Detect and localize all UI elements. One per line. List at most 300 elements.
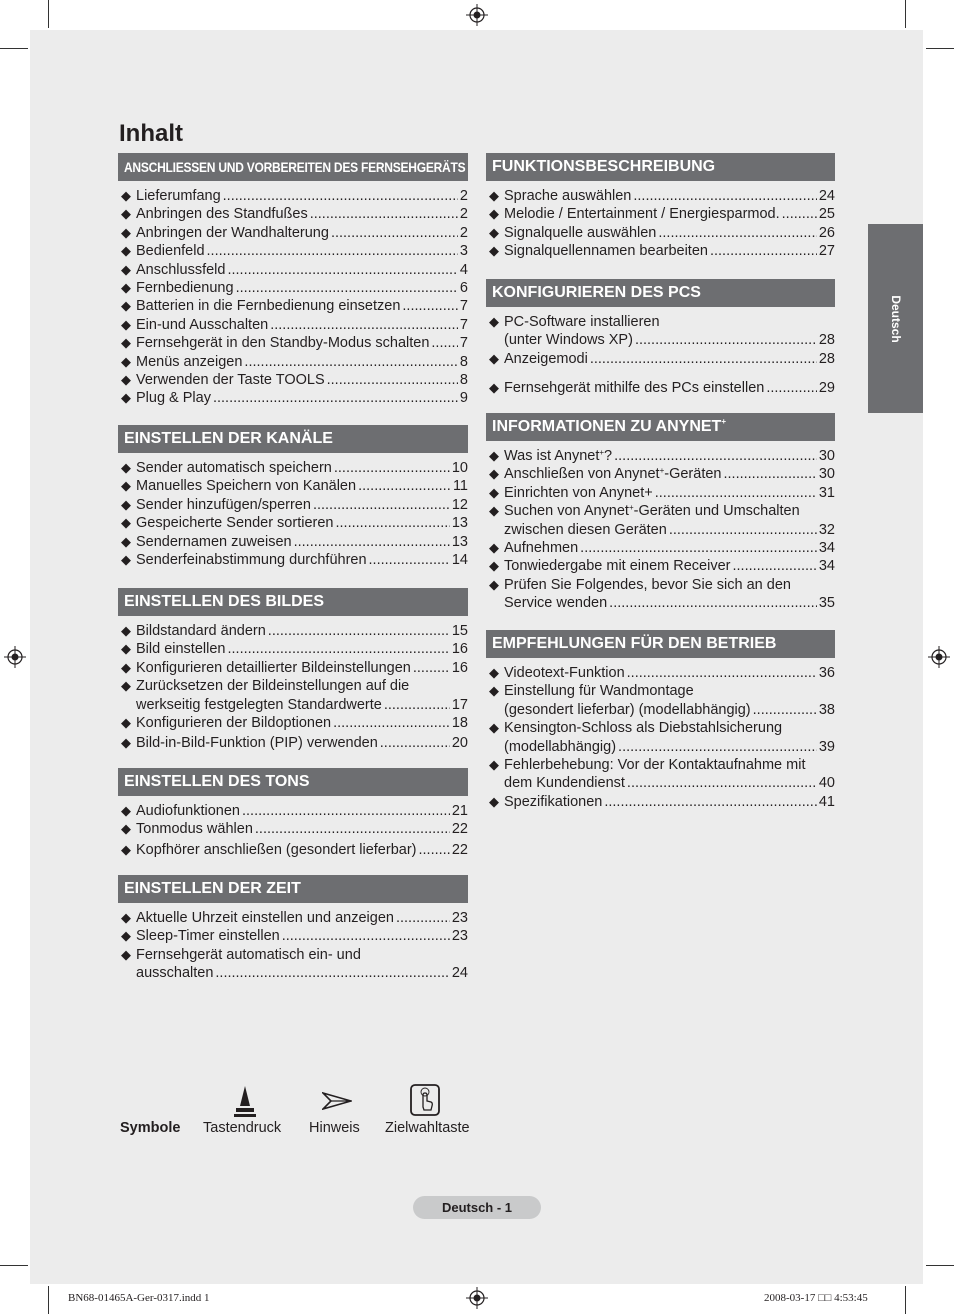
toc-entry-page: 13 bbox=[451, 533, 468, 550]
leader-dots bbox=[358, 477, 451, 495]
toc-entry-page: 8 bbox=[459, 353, 468, 370]
toc-entry[interactable] bbox=[118, 187, 468, 205]
toc-entry-text: Konfigurieren der Bildoptionen bbox=[136, 715, 332, 732]
leader-dots bbox=[669, 521, 817, 539]
toc-entry-label bbox=[136, 297, 400, 315]
toc-entry-label bbox=[136, 551, 367, 569]
leader-dots bbox=[418, 841, 449, 859]
toc-entry-line bbox=[136, 279, 468, 297]
bullet-diamond-icon: ◆ bbox=[121, 353, 131, 369]
crop-mark bbox=[0, 1265, 28, 1266]
bullet-diamond-icon: ◆ bbox=[121, 910, 131, 925]
leader-dots bbox=[413, 659, 450, 677]
toc-entry-text-after: -Geräten bbox=[664, 466, 722, 483]
toc-entry[interactable] bbox=[486, 576, 835, 613]
toc-entry-text: Einrichten von Anynet+ bbox=[504, 484, 653, 501]
toc-entry-line bbox=[136, 946, 468, 964]
toc-entry[interactable] bbox=[118, 279, 468, 297]
crop-mark bbox=[0, 48, 28, 49]
toc-entry[interactable] bbox=[118, 927, 468, 945]
toc-entry-line bbox=[504, 224, 835, 242]
toc-entry-label bbox=[504, 719, 782, 737]
toc-entry-line bbox=[136, 659, 468, 677]
leader-dots bbox=[732, 557, 816, 575]
toc-entry[interactable] bbox=[486, 682, 835, 719]
toc-section bbox=[118, 768, 468, 859]
toc-entry-line bbox=[504, 756, 835, 774]
toc-entry-line bbox=[136, 297, 468, 315]
toc-entry[interactable] bbox=[118, 389, 468, 407]
leader-dots bbox=[723, 465, 816, 483]
toc-entry-text-after: -Geräten und Umschalten bbox=[633, 503, 800, 520]
toc-entry[interactable] bbox=[486, 205, 835, 223]
crop-mark bbox=[48, 1286, 49, 1314]
leader-dots bbox=[766, 379, 817, 397]
leader-dots bbox=[590, 350, 817, 368]
leader-dots bbox=[268, 622, 450, 640]
toc-entry[interactable] bbox=[118, 640, 468, 658]
toc-entry-line bbox=[504, 484, 835, 502]
toc-entry-label-continued: ausschalten bbox=[136, 965, 214, 982]
bullet-diamond-icon: ◆ bbox=[489, 558, 499, 574]
leader-dots bbox=[236, 279, 458, 297]
toc-entry[interactable] bbox=[486, 187, 835, 205]
toc-entry[interactable] bbox=[118, 677, 468, 714]
leader-dots bbox=[242, 802, 450, 820]
toc-entry-text: Bedienfeld bbox=[136, 243, 205, 260]
leader-dots bbox=[604, 793, 817, 811]
toc-entry-page: 30 bbox=[818, 466, 835, 483]
bullet-diamond-icon: ◆ bbox=[489, 757, 499, 773]
toc-entry-sup: + bbox=[599, 448, 605, 457]
toc-entry-page: 3 bbox=[459, 243, 468, 260]
leader-dots bbox=[270, 316, 458, 334]
toc-entry-label bbox=[136, 371, 325, 389]
toc-entry[interactable] bbox=[486, 539, 835, 557]
toc-entry-page: 38 bbox=[818, 701, 835, 718]
toc-entry-text: Kensington-Schloss als Diebstahlsicherung bbox=[504, 720, 783, 737]
toc-entry-label bbox=[136, 459, 332, 477]
toc-entry-line bbox=[504, 557, 835, 575]
toc-entry-text: Batterien in die Fernbedienung einsetzen bbox=[136, 298, 401, 315]
toc-entry[interactable] bbox=[486, 719, 835, 756]
toc-entry-text: Fehlerbehebung: Vor der Kontaktaufnahme mit bbox=[504, 757, 806, 774]
toc-entry-line bbox=[136, 187, 468, 205]
leader-dots bbox=[331, 224, 458, 242]
leader-dots bbox=[658, 224, 816, 242]
section-heading: EINSTELLEN DER ZEIT bbox=[118, 875, 468, 903]
toc-entry[interactable] bbox=[118, 659, 468, 677]
toc-entry-label bbox=[136, 224, 329, 242]
toc-entry[interactable] bbox=[486, 350, 835, 368]
symbols-legend bbox=[120, 1080, 520, 1140]
bullet-diamond-icon: ◆ bbox=[489, 576, 499, 592]
toc-entry[interactable] bbox=[118, 316, 468, 334]
toc-entry[interactable] bbox=[118, 802, 468, 820]
crop-mark bbox=[48, 0, 49, 28]
toc-entry-line bbox=[136, 802, 468, 820]
toc-entry[interactable] bbox=[118, 353, 468, 371]
bullet-diamond-icon: ◆ bbox=[121, 243, 131, 259]
toc-entry-text: Videotext-Funktion bbox=[504, 665, 625, 681]
bullet-diamond-icon: ◆ bbox=[121, 659, 131, 675]
bullet-diamond-icon: ◆ bbox=[121, 261, 131, 277]
toc-entry-line bbox=[136, 841, 468, 859]
toc-entry-label bbox=[136, 820, 253, 838]
bullet-diamond-icon: ◆ bbox=[121, 928, 131, 944]
leader-dots bbox=[402, 297, 458, 315]
toc-section bbox=[118, 153, 468, 408]
toc-items bbox=[486, 187, 835, 261]
toc-entry-label bbox=[504, 224, 656, 242]
leader-dots bbox=[627, 664, 817, 682]
bullet-diamond-icon: ◆ bbox=[489, 314, 499, 329]
toc-entry-page: 26 bbox=[818, 224, 835, 241]
toc-entry-label bbox=[136, 533, 292, 551]
toc-entry-text: Signalquellennamen bearbeiten bbox=[504, 243, 708, 260]
toc-entry-label-continued: werkseitig festgelegten Standardwerte bbox=[136, 696, 382, 713]
toc-entry-line bbox=[504, 701, 835, 719]
toc-entry-sup: + bbox=[659, 466, 665, 476]
leader-dots bbox=[227, 640, 449, 658]
toc-entry-text: Aktuelle Uhrzeit einstellen und anzeigen bbox=[136, 910, 394, 926]
toc-entry-text: Sleep-Timer einstellen bbox=[136, 928, 280, 945]
toc-items bbox=[486, 313, 835, 398]
toc-entry[interactable] bbox=[118, 459, 468, 477]
toc-entry[interactable] bbox=[118, 514, 468, 532]
toc-entry[interactable] bbox=[486, 793, 835, 811]
toc-entry[interactable] bbox=[486, 502, 835, 539]
toc-entry[interactable] bbox=[118, 622, 468, 640]
section-heading: EINSTELLEN DES BILDES bbox=[118, 588, 468, 616]
toc-entry-page: 7 bbox=[459, 335, 468, 352]
bullet-diamond-icon: ◆ bbox=[121, 841, 131, 857]
bullet-diamond-icon: ◆ bbox=[121, 803, 131, 818]
toc-entry-line bbox=[136, 909, 468, 927]
toc-entry[interactable] bbox=[118, 371, 468, 389]
toc-entry-line bbox=[504, 539, 835, 557]
symbol-press-label: Tastendruck bbox=[203, 1120, 282, 1136]
toc-entry[interactable] bbox=[118, 334, 468, 352]
toc-items bbox=[118, 187, 468, 408]
bullet-diamond-icon: ◆ bbox=[121, 623, 131, 638]
leader-dots bbox=[614, 447, 817, 465]
toc-entry[interactable] bbox=[118, 533, 468, 551]
leader-dots bbox=[384, 696, 450, 714]
toc-entry-text: Fernbedienung bbox=[136, 280, 234, 297]
bullet-diamond-icon: ◆ bbox=[121, 188, 131, 203]
toc-entry-page: 34 bbox=[818, 558, 835, 575]
registration-mark-icon bbox=[466, 1287, 488, 1309]
toc-entry-label bbox=[504, 447, 612, 465]
section-heading: EMPFEHLUNGEN FÜR DEN BETRIEB bbox=[486, 630, 835, 658]
toc-entry-page: 36 bbox=[818, 665, 835, 681]
toc-entry-page: 2 bbox=[459, 224, 468, 241]
toc-entry[interactable] bbox=[118, 734, 468, 752]
note-arrow-icon bbox=[322, 1092, 352, 1110]
toc-entry-text: Fernsehgerät in den Standby-Modus schalten bbox=[136, 335, 430, 352]
toc-entry-page: 27 bbox=[818, 243, 835, 260]
bullet-diamond-icon: ◆ bbox=[121, 715, 131, 731]
toc-entry[interactable] bbox=[118, 714, 468, 732]
toc-entry-line bbox=[504, 242, 835, 260]
toc-entry-label bbox=[136, 946, 361, 964]
toc-entry-page: 11 bbox=[452, 478, 468, 495]
toc-entry-page: 4 bbox=[459, 261, 468, 278]
bullet-diamond-icon: ◆ bbox=[489, 206, 499, 222]
toc-entry-label bbox=[504, 350, 588, 368]
leader-dots bbox=[334, 459, 450, 477]
toc-entry-page: 7 bbox=[459, 298, 468, 315]
toc-entry-label bbox=[504, 539, 578, 557]
toc-entry-line bbox=[136, 334, 468, 352]
toc-entry[interactable] bbox=[118, 946, 468, 983]
toc-entry-line bbox=[504, 793, 835, 811]
toc-entry[interactable] bbox=[486, 447, 835, 465]
toc-entry-line bbox=[136, 389, 468, 407]
toc-entry-line bbox=[136, 496, 468, 514]
toc-entry[interactable] bbox=[118, 841, 468, 859]
toc-entry-text: Was ist Anynet bbox=[504, 448, 600, 464]
toc-entry-page: 2 bbox=[459, 206, 468, 223]
toc-entry-text: Audiofunktionen bbox=[136, 803, 240, 819]
toc-entry-label bbox=[136, 279, 234, 297]
toc-entry-text: Signalquelle auswählen bbox=[504, 224, 657, 241]
toc-entry[interactable] bbox=[486, 756, 835, 793]
toc-entry-label bbox=[504, 187, 631, 205]
section-heading: EINSTELLEN DES TONS bbox=[118, 768, 468, 796]
toc-entry-label bbox=[504, 313, 660, 331]
toc-entry-page: 7 bbox=[459, 316, 468, 333]
toc-entry-label-continued: (unter Windows XP) bbox=[504, 332, 633, 349]
toc-entry-label bbox=[504, 242, 708, 260]
crop-mark bbox=[905, 0, 906, 28]
toc-entry[interactable] bbox=[118, 496, 468, 514]
toc-entry-label-continued: (gesondert lieferbar) (modellabhängig) bbox=[504, 701, 751, 718]
toc-entry-line bbox=[504, 682, 835, 700]
toc-entry-line bbox=[136, 514, 468, 532]
toc-entry-page: 16 bbox=[451, 659, 468, 676]
section-heading: FUNKTIONSBESCHREIBUNG bbox=[486, 153, 835, 181]
toc-entry-sup: + bbox=[628, 503, 634, 513]
toc-entry[interactable] bbox=[486, 242, 835, 260]
bullet-diamond-icon: ◆ bbox=[121, 280, 131, 296]
toc-entry[interactable] bbox=[118, 820, 468, 838]
toc-entry-page: 28 bbox=[818, 350, 835, 367]
toc-entry-line bbox=[136, 205, 468, 223]
leader-dots bbox=[310, 205, 458, 223]
toc-entry-label bbox=[136, 622, 266, 640]
toc-entry-label-continued: zwischen diesen Geräten bbox=[504, 521, 667, 538]
toc-entry-label bbox=[136, 514, 333, 532]
page-title: Inhalt bbox=[119, 120, 183, 147]
toc-entry-label bbox=[136, 205, 308, 223]
bullet-diamond-icon: ◆ bbox=[121, 678, 131, 694]
toc-entry-text: Manuelles Speichern von Kanälen bbox=[136, 478, 357, 495]
bullet-diamond-icon: ◆ bbox=[489, 224, 499, 240]
bullet-diamond-icon: ◆ bbox=[489, 720, 499, 736]
toc-entry-text: Suchen von Anynet bbox=[504, 503, 629, 520]
bullet-diamond-icon: ◆ bbox=[121, 316, 131, 332]
toc-entry-text: Fernsehgerät automatisch ein- und bbox=[136, 946, 361, 963]
toc-entry[interactable] bbox=[486, 465, 835, 483]
bullet-diamond-icon: ◆ bbox=[489, 503, 499, 519]
toc-entry-text: Spezifikationen bbox=[504, 793, 603, 810]
toc-entry-line bbox=[136, 714, 468, 732]
bullet-diamond-icon: ◆ bbox=[121, 735, 131, 751]
toc-entry[interactable] bbox=[118, 477, 468, 495]
toc-entry-text: Tonwiedergabe mit einem Receiver bbox=[504, 558, 731, 575]
toc-entry-text: Plug & Play bbox=[136, 390, 211, 407]
toc-entry[interactable] bbox=[118, 909, 468, 927]
toc-entry-page: 29 bbox=[818, 380, 835, 397]
toc-entry[interactable] bbox=[118, 261, 468, 279]
bullet-diamond-icon: ◆ bbox=[489, 484, 499, 500]
symbols-heading: Symbole bbox=[120, 1120, 181, 1136]
leader-dots bbox=[223, 187, 458, 205]
bullet-diamond-icon: ◆ bbox=[489, 793, 499, 809]
leader-dots bbox=[213, 389, 458, 407]
leader-dots bbox=[207, 242, 458, 260]
leader-dots bbox=[431, 334, 458, 352]
toc-entry-label bbox=[136, 316, 268, 334]
crop-mark bbox=[926, 48, 954, 49]
crop-mark bbox=[926, 1265, 954, 1266]
bullet-diamond-icon: ◆ bbox=[121, 515, 131, 531]
toc-entry-text: Anschließen von Anynet bbox=[504, 466, 660, 483]
toc-entry-line bbox=[136, 316, 468, 334]
leader-dots bbox=[396, 909, 450, 927]
leader-dots bbox=[633, 187, 816, 205]
toc-entry-page: 6 bbox=[459, 280, 468, 297]
toc-entry-label bbox=[136, 477, 356, 495]
toc-entry-line bbox=[136, 477, 468, 495]
toc-entry-line bbox=[136, 242, 468, 260]
toc-entry-page: 2 bbox=[459, 188, 468, 204]
section-heading bbox=[486, 413, 835, 441]
bullet-diamond-icon: ◆ bbox=[121, 533, 131, 549]
section-heading: EINSTELLEN DER KANÄLE bbox=[118, 425, 468, 453]
toc-entry-label-continued: Service wenden bbox=[504, 595, 608, 612]
toc-entry[interactable] bbox=[486, 224, 835, 242]
toc-entry-text: Kopfhörer anschließen (gesondert lieferbar) bbox=[136, 841, 417, 858]
section-heading bbox=[118, 153, 468, 181]
leader-dots bbox=[627, 774, 817, 792]
bullet-diamond-icon: ◆ bbox=[489, 188, 499, 203]
toc-entry-label bbox=[136, 677, 409, 695]
toc-entry-line bbox=[136, 353, 468, 371]
toc-entry-page: 23 bbox=[451, 910, 468, 926]
toc-entry-line bbox=[504, 447, 835, 465]
toc-entry-line bbox=[504, 350, 835, 368]
toc-entry-line bbox=[136, 734, 468, 752]
toc-entry[interactable] bbox=[486, 379, 835, 397]
language-side-tab bbox=[868, 224, 923, 413]
toc-entry-text: Fernsehgerät mithilfe des PCs einstellen bbox=[504, 380, 765, 397]
toc-entry-label bbox=[504, 756, 805, 774]
toc-entry-text: Bild-in-Bild-Funktion (PIP) verwenden bbox=[136, 735, 378, 752]
toc-entry-line bbox=[504, 576, 835, 594]
bullet-diamond-icon: ◆ bbox=[121, 372, 131, 388]
toc-entry-label bbox=[136, 261, 225, 279]
toc-items bbox=[118, 802, 468, 859]
toc-entry-text: Sender hinzufügen/sperren bbox=[136, 496, 311, 513]
bullet-diamond-icon: ◆ bbox=[121, 478, 131, 494]
toc-entry-label bbox=[136, 353, 242, 371]
toc-entry-page: 20 bbox=[451, 735, 468, 752]
toc-entry-label bbox=[504, 682, 694, 700]
toc-entry-label bbox=[504, 664, 625, 682]
toc-entry-label bbox=[504, 205, 780, 223]
toc-section bbox=[486, 279, 835, 398]
toc-entry[interactable] bbox=[118, 297, 468, 315]
page-number-footer: Deutsch - 1 bbox=[413, 1196, 541, 1219]
toc-entry[interactable] bbox=[118, 551, 468, 569]
toc-entry-line bbox=[504, 313, 835, 331]
toc-entry-line bbox=[504, 205, 835, 223]
toc-entry-label-continued: (modellabhängig) bbox=[504, 738, 617, 755]
toc-entry[interactable] bbox=[486, 557, 835, 575]
file-slug: BN68-01465A-Ger-0317.indd 1 bbox=[68, 1292, 210, 1304]
toc-entry-page: 30 bbox=[818, 448, 835, 464]
toc-entry-page: 23 bbox=[451, 928, 468, 945]
toc-entry-line bbox=[136, 964, 468, 982]
bullet-diamond-icon: ◆ bbox=[489, 350, 499, 366]
toc-entry-line bbox=[136, 459, 468, 477]
toc-entry-line bbox=[504, 465, 835, 483]
section-heading: KONFIGURIEREN DES PCS bbox=[486, 279, 835, 307]
leader-dots bbox=[255, 820, 450, 838]
leader-dots bbox=[335, 514, 449, 532]
leader-dots bbox=[753, 701, 817, 719]
toc-entry-line bbox=[136, 696, 468, 714]
toc-entry-page: 24 bbox=[451, 965, 468, 982]
toc-entry-text: Aufnehmen bbox=[504, 540, 579, 557]
bullet-diamond-icon: ◆ bbox=[489, 448, 499, 463]
toc-entry-page: 34 bbox=[818, 540, 835, 557]
toc-entry[interactable] bbox=[486, 484, 835, 502]
toc-entry-text: Konfigurieren detaillierter Bildeinstellungen bbox=[136, 659, 411, 676]
leader-dots bbox=[215, 964, 449, 982]
toc-entry-line bbox=[136, 677, 468, 695]
toc-entry-label bbox=[504, 557, 730, 575]
toc-entry[interactable] bbox=[486, 664, 835, 682]
toc-entry-page: 16 bbox=[451, 641, 468, 658]
toc-entry-page: 15 bbox=[451, 623, 468, 639]
toc-section bbox=[486, 630, 835, 811]
toc-entry-line bbox=[504, 738, 835, 756]
toc-entry-text: Anzeigemodi bbox=[504, 350, 588, 367]
toc-items bbox=[118, 459, 468, 569]
toc-entry[interactable] bbox=[118, 224, 468, 242]
toc-entry-text: Anbringen der Wandhalterung bbox=[136, 224, 329, 241]
toc-entry[interactable] bbox=[118, 205, 468, 223]
bullet-diamond-icon: ◆ bbox=[121, 552, 131, 568]
toc-entry[interactable] bbox=[486, 313, 835, 350]
toc-entry-line bbox=[504, 521, 835, 539]
toc-entry-line bbox=[136, 551, 468, 569]
toc-entry-label bbox=[136, 927, 280, 945]
toc-entry-text: Ein-und Ausschalten bbox=[136, 316, 269, 333]
toc-items bbox=[486, 664, 835, 811]
toc-entry-text: Sprache auswählen bbox=[504, 188, 632, 204]
toc-entry-page: 14 bbox=[451, 552, 468, 569]
toc-entry-label bbox=[136, 802, 240, 820]
toc-entry-page: 17 bbox=[451, 696, 468, 713]
toc-entry[interactable] bbox=[118, 242, 468, 260]
toc-entry-line bbox=[136, 371, 468, 389]
toc-entry-label bbox=[504, 484, 653, 502]
